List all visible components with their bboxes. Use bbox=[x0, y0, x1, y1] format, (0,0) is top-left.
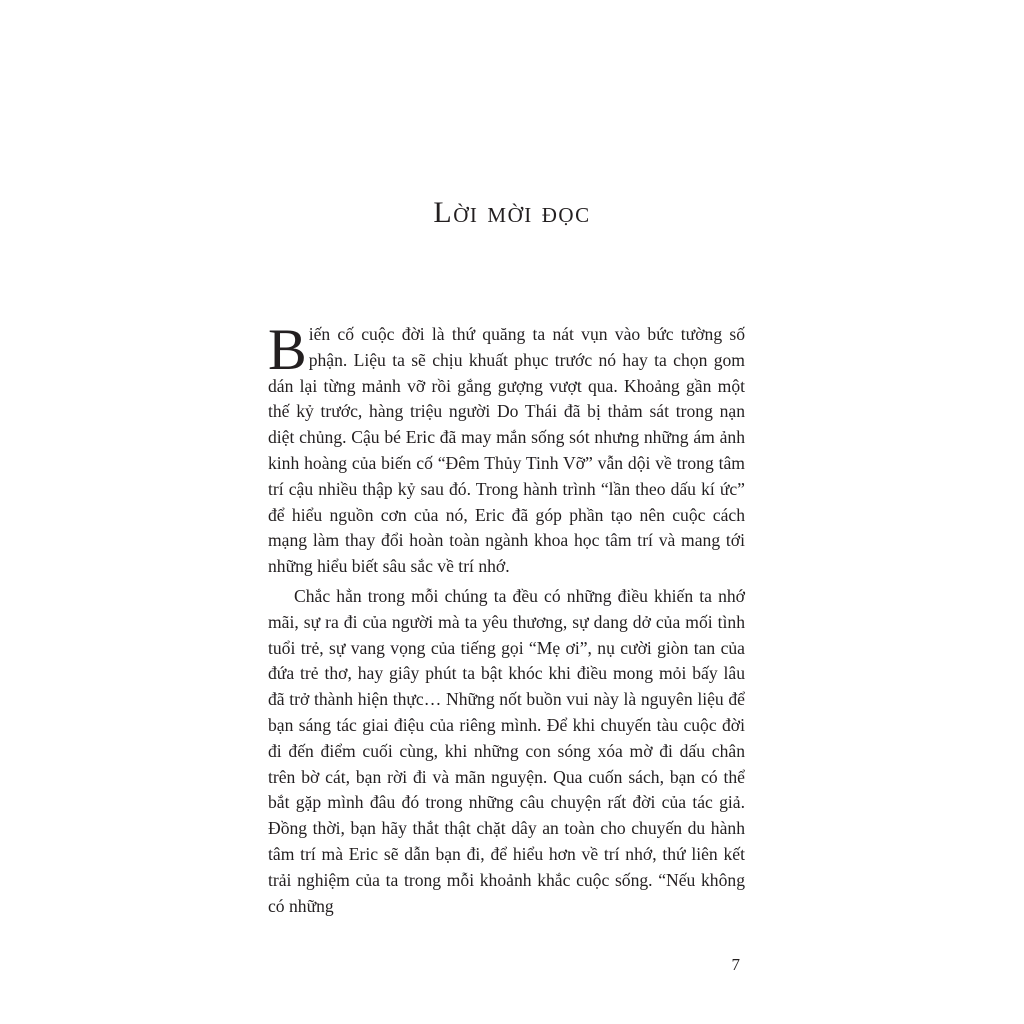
paragraph-1 bbox=[268, 317, 745, 580]
body-text bbox=[268, 317, 745, 919]
page-number: 7 bbox=[731, 955, 740, 974]
page-title: Lời mời đọc bbox=[433, 196, 591, 229]
paragraph-1-text: iến cố cuộc đời là thứ quăng ta nát vụn vào bức tường số phận. Liệu ta sẽ chịu khuất phục trước nó hay ta chọn gom dán lại từng mảnh vỡ rồi gắng gượng vượt qua. Khoảng gần một thế kỷ trước, hàng triệu người Do Thái đã bị thảm sát trong nạn diệt chủng. Cậu bé Eric đã may mắn sống sót nhưng những ám ảnh kinh hoàng của biến cố “Đêm Thủy Tinh Vỡ” vẫn dội về trong tâm trí cậu nhiều thập kỷ sau đó. Trong hành trình “lần theo dấu kí ức” để hiểu nguồn cơn của nó, Eric đã góp phần tạo nên cuộc cách mạng làm thay đổi hoàn toàn ngành khoa học tâm trí và mang tới những hiểu biết sâu sắc về trí nhớ. bbox=[268, 324, 745, 577]
paragraph-2: Chắc hẳn trong mỗi chúng ta đều có những điều khiến ta nhớ mãi, sự ra đi của người mà ta yêu thương, sự dang dở của mối tình tuổi trẻ, sự vang vọng của tiếng gọi “Mẹ ơi”, nụ cười giòn tan của đứa trẻ thơ, hay giây phút ta bật khóc khi điều mong mỏi bấy lâu đã trở thành hiện thực… Những nốt buồn vui này là nguyên liệu để bạn sáng tác giai điệu của riêng mình. Để khi chuyến tàu cuộc đời đi đến điểm cuối cùng, khi những con sóng xóa mờ đi dấu chân trên bờ cát, bạn rời đi và mãn nguyện. Qua cuốn sách, bạn có thể bắt gặp mình đâu đó trong những câu chuyện rất đời của tác giả. Đồng thời, bạn hãy thắt thật chặt dây an toàn cho chuyến du hành tâm trí mà Eric sẽ dẫn bạn đi, để hiểu hơn về trí nhớ, thứ liên kết trải nghiệm của ta trong mỗi khoảnh khắc cuộc sống. “Nếu không có những bbox=[268, 585, 745, 916]
drop-cap: B bbox=[268, 317, 307, 382]
